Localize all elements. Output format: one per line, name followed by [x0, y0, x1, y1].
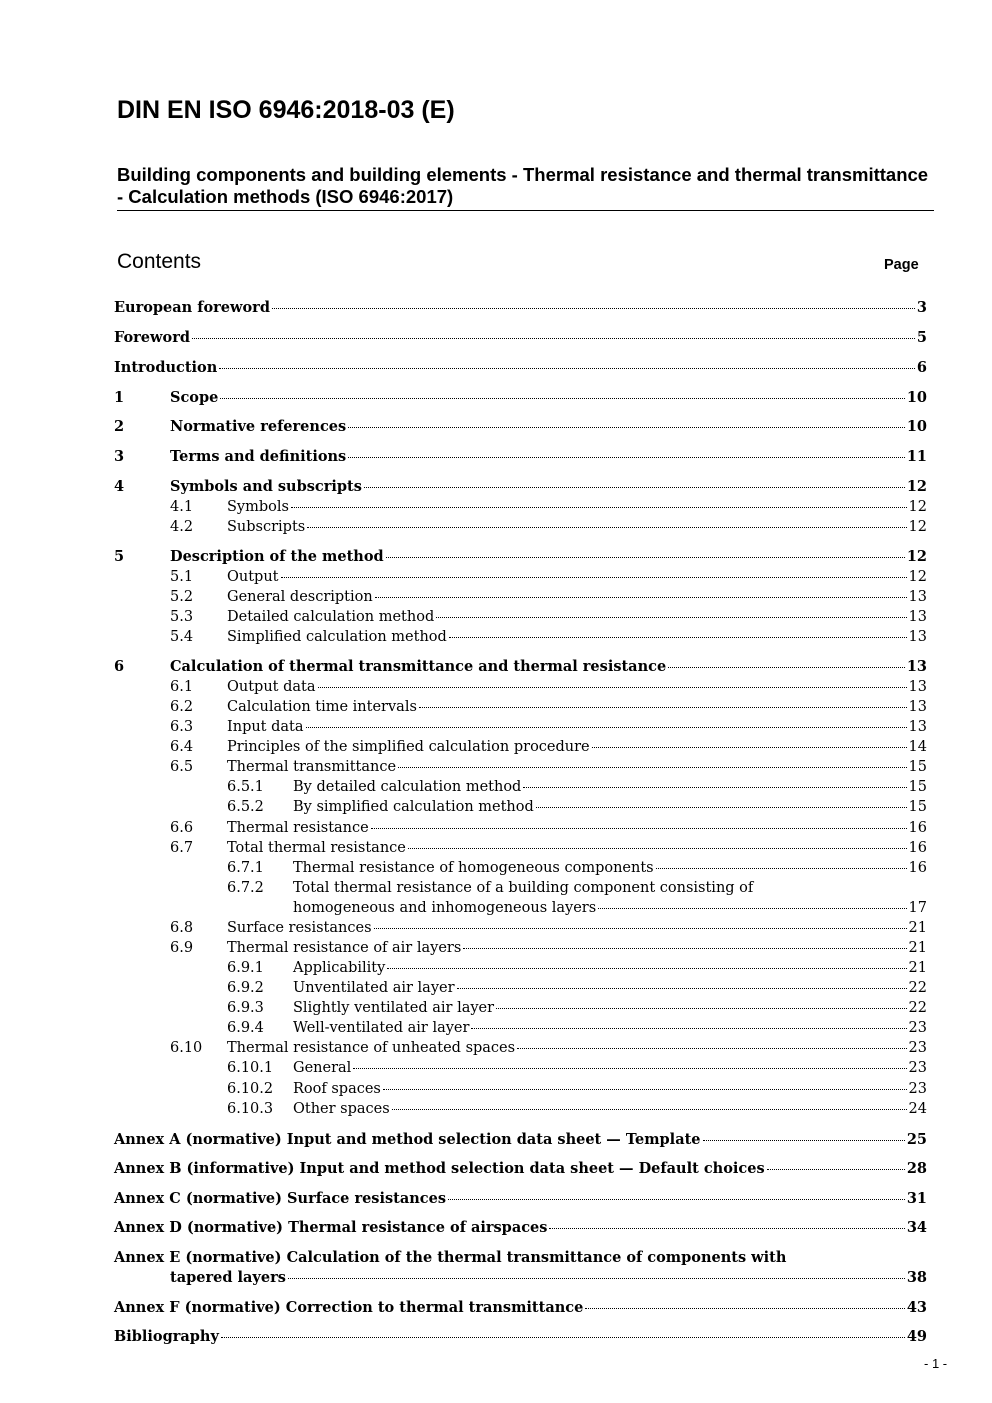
- toc-entry-page: 12: [908, 499, 927, 515]
- toc-entry-title: Total thermal resistance: [227, 840, 406, 856]
- toc-entry-number: 6.7: [170, 840, 194, 856]
- toc-entry-title: Thermal transmittance: [227, 759, 397, 775]
- toc-entry-title: Input data: [227, 719, 304, 735]
- dot-leader: [375, 597, 907, 598]
- toc-entry-title: Total thermal resistance of a building component consisting of: [293, 880, 754, 896]
- toc-entry-page: 10: [906, 389, 927, 406]
- toc-entry[interactable]: [114, 858, 927, 878]
- toc-entry[interactable]: [114, 777, 927, 797]
- dot-leader: [449, 637, 907, 638]
- toc-entry-page: 15: [908, 779, 927, 795]
- toc-entry-page: 28: [906, 1160, 927, 1177]
- toc-entry-number: 6.2: [170, 699, 194, 715]
- toc-entry-title: General description: [227, 589, 373, 605]
- toc-entry-number: 6.5.1: [227, 779, 264, 795]
- toc-entry-number: 6: [114, 658, 125, 675]
- toc-entry-title: Thermal resistance of homogeneous components: [293, 860, 654, 876]
- dot-leader: [307, 527, 906, 528]
- toc-entry-title: Roof spaces: [293, 1081, 381, 1097]
- toc-entry-title: Normative references: [170, 418, 347, 435]
- page-number: - 1 -: [924, 1356, 948, 1371]
- document-subtitle: Building components and building elements - Thermal resistance and thermal transmittance - Calculation methods (ISO 6946:2017): [117, 164, 929, 207]
- toc-entry-title: Subscripts: [227, 519, 306, 535]
- toc-entry-number: 1: [114, 389, 125, 406]
- toc-entry[interactable]: [114, 1058, 927, 1078]
- toc-entry-page: 13: [908, 719, 927, 735]
- toc-entry-page: 23: [908, 1060, 927, 1076]
- dot-leader: [383, 1089, 907, 1090]
- toc-entry-page: 21: [908, 960, 927, 976]
- toc-entry-page: 23: [908, 1040, 927, 1056]
- toc-entry[interactable]: [114, 1248, 927, 1288]
- toc-entry[interactable]: [114, 567, 927, 587]
- toc-entry-number: 2: [114, 418, 125, 435]
- toc-entry-title: Principles of the simplified calculation procedure: [227, 739, 590, 755]
- toc-entry-title: By detailed calculation method: [293, 779, 522, 795]
- dot-leader: [448, 1199, 905, 1200]
- dot-leader: [348, 457, 905, 458]
- dot-leader: [386, 557, 905, 558]
- toc-entry-number: 6.7.2: [227, 880, 264, 896]
- toc-entry-title: Symbols and subscripts: [170, 478, 362, 495]
- toc-entry-title: Symbols: [227, 499, 289, 515]
- toc-entry-page: 23: [908, 1020, 927, 1036]
- toc-entry-page: 22: [908, 1000, 927, 1016]
- toc-entry-page: 16: [908, 840, 927, 856]
- toc-entry[interactable]: [114, 1298, 927, 1318]
- toc-entry-page: 12: [908, 519, 927, 535]
- toc-entry-number: 6.4: [170, 739, 194, 755]
- toc-entry[interactable]: [114, 878, 927, 918]
- toc-entry-title: Foreword: [114, 329, 190, 346]
- toc-entry-page: 31: [906, 1190, 927, 1207]
- toc-entry[interactable]: [114, 1159, 927, 1179]
- toc-entry-title: Calculation of thermal transmittance and thermal resistance: [170, 658, 667, 675]
- toc-entry-page: 38: [906, 1269, 927, 1286]
- toc-entry-title: Annex C (normative) Surface resistances: [114, 1190, 446, 1207]
- toc-entry-title: Unventilated air layer: [293, 980, 455, 996]
- dot-leader: [220, 398, 904, 399]
- toc-entry[interactable]: [114, 1327, 927, 1347]
- dot-leader: [517, 1048, 906, 1049]
- toc-entry-title: Annex D (normative) Thermal resistance of airspaces: [114, 1219, 548, 1236]
- toc-entry-page: 13: [906, 658, 927, 675]
- toc-entry-page: 22: [908, 980, 927, 996]
- dot-leader: [457, 988, 907, 989]
- toc-entry-number: 6.5: [170, 759, 194, 775]
- toc-entry-number: 4: [114, 478, 125, 495]
- toc-entry-number: 6.3: [170, 719, 194, 735]
- dot-leader: [471, 1028, 906, 1029]
- dot-leader: [288, 1278, 905, 1279]
- toc-entry[interactable]: [114, 1189, 927, 1209]
- toc-entry-title: Annex B (informative) Input and method selection data sheet — Default choices: [114, 1160, 765, 1177]
- toc-entry[interactable]: [114, 1218, 927, 1238]
- toc-entry-page: 14: [908, 739, 927, 755]
- toc-entry-page: 13: [908, 589, 927, 605]
- toc-entry-page: 12: [906, 478, 927, 495]
- toc-entry[interactable]: [114, 497, 927, 517]
- toc-entry[interactable]: [114, 797, 927, 817]
- toc-entry-page: 13: [908, 679, 927, 695]
- toc-entry-number: 5.1: [170, 569, 194, 585]
- toc-entry-title: Surface resistances: [227, 920, 372, 936]
- dot-leader: [549, 1228, 904, 1229]
- dot-leader: [592, 747, 907, 748]
- toc-entry[interactable]: [114, 447, 927, 467]
- toc-entry-page: 13: [908, 629, 927, 645]
- toc-entry[interactable]: [114, 1018, 927, 1038]
- toc-entry[interactable]: [114, 587, 927, 607]
- toc-entry-title: Thermal resistance: [227, 820, 369, 836]
- toc-entry-page: 13: [908, 699, 927, 715]
- dot-leader: [318, 687, 907, 688]
- dot-leader: [463, 948, 906, 949]
- toc-entry-title: Other spaces: [293, 1101, 390, 1117]
- toc-entry[interactable]: [114, 918, 927, 938]
- toc-entry[interactable]: [114, 657, 927, 677]
- page-column-label: Page: [884, 257, 919, 273]
- toc-entry-page: 10: [906, 418, 927, 435]
- dot-leader: [272, 308, 915, 309]
- toc-entry-title: Output data: [227, 679, 316, 695]
- toc-entry-number: 6.9.3: [227, 1000, 264, 1016]
- toc-entry-title: Terms and definitions: [170, 448, 347, 465]
- toc-entry-title: Calculation time intervals: [227, 699, 417, 715]
- dot-leader: [703, 1140, 905, 1141]
- dot-leader: [392, 1109, 907, 1110]
- toc-entry-page: 34: [906, 1219, 927, 1236]
- toc-entry-number: 6.10.3: [227, 1101, 274, 1117]
- toc-entry-title: Slightly ventilated air layer: [293, 1000, 495, 1016]
- dot-leader: [408, 848, 907, 849]
- toc-entry-page: 23: [908, 1081, 927, 1097]
- toc-entry[interactable]: [114, 757, 927, 777]
- toc-entry-title: Scope: [170, 389, 219, 406]
- dot-leader: [374, 928, 907, 929]
- toc-entry-number: 4.2: [170, 519, 194, 535]
- toc-entry[interactable]: [114, 1099, 927, 1119]
- dot-leader: [496, 1008, 906, 1009]
- toc-entry[interactable]: [114, 388, 927, 408]
- toc-entry-page: 24: [908, 1101, 927, 1117]
- toc-entry-page: 13: [908, 609, 927, 625]
- toc-entry-page: 5: [916, 329, 927, 346]
- toc-entry[interactable]: [114, 328, 927, 348]
- toc-entry-number: 6.1: [170, 679, 194, 695]
- toc-entry-title: Well-ventilated air layer: [293, 1020, 470, 1036]
- document-title: DIN EN ISO 6946:2018-03 (E): [117, 96, 455, 124]
- toc-entry-title: General: [293, 1060, 352, 1076]
- toc-entry-number: 6.10: [170, 1040, 203, 1056]
- toc-entry-number: 6.8: [170, 920, 194, 936]
- toc-entry-number: 5.2: [170, 589, 194, 605]
- toc-entry[interactable]: [114, 627, 927, 647]
- toc-entry-page: 6: [916, 359, 927, 376]
- toc-entry-page: 12: [906, 548, 927, 565]
- dot-leader: [387, 968, 906, 969]
- toc-entry-number: 3: [114, 448, 125, 465]
- toc-entry-title: Annex F (normative) Correction to thermal transmittance: [114, 1299, 584, 1316]
- dot-leader: [371, 828, 907, 829]
- toc-entry-title-continued: homogeneous and inhomogeneous layers: [293, 900, 597, 916]
- toc-entry-title: Simplified calculation method: [227, 629, 447, 645]
- toc-entry[interactable]: [114, 477, 927, 497]
- table-of-contents: [114, 0, 927, 1403]
- dot-leader: [219, 368, 915, 369]
- toc-entry[interactable]: [114, 1079, 927, 1099]
- dot-leader: [656, 868, 907, 869]
- toc-entry-title: European foreword: [114, 299, 270, 316]
- toc-entry-number: 6.9.4: [227, 1020, 264, 1036]
- toc-entry-title: Output: [227, 569, 279, 585]
- toc-entry-title: Description of the method: [170, 548, 384, 565]
- dot-leader: [668, 667, 905, 668]
- dot-leader: [348, 427, 905, 428]
- toc-entry-title: Thermal resistance of air layers: [227, 940, 462, 956]
- toc-entry-page: 11: [906, 448, 927, 465]
- toc-entry[interactable]: [114, 838, 927, 858]
- toc-entry-title: Thermal resistance of unheated spaces: [227, 1040, 516, 1056]
- toc-entry-number: 5.4: [170, 629, 194, 645]
- dot-leader: [291, 507, 907, 508]
- toc-entry[interactable]: [114, 818, 927, 838]
- toc-entry[interactable]: [114, 737, 927, 757]
- toc-entry-number: 6.9: [170, 940, 194, 956]
- toc-entry[interactable]: [114, 697, 927, 717]
- dot-leader: [536, 807, 907, 808]
- toc-entry-number: 6.9.2: [227, 980, 264, 996]
- toc-entry-page: 3: [916, 299, 927, 316]
- toc-entry-page: 15: [908, 759, 927, 775]
- dot-leader: [398, 767, 906, 768]
- toc-entry-title: Bibliography: [114, 1328, 219, 1345]
- toc-entry-page: 16: [908, 820, 927, 836]
- toc-entry-number: 6.6: [170, 820, 194, 836]
- toc-entry[interactable]: [114, 958, 927, 978]
- toc-entry-title: Annex E (normative) Calculation of the thermal transmittance of components with: [114, 1249, 787, 1266]
- toc-entry[interactable]: [114, 978, 927, 998]
- toc-entry[interactable]: [114, 717, 927, 737]
- toc-entry-number: 6.7.1: [227, 860, 264, 876]
- dot-leader: [419, 707, 907, 708]
- toc-entry[interactable]: [114, 417, 927, 437]
- toc-entry[interactable]: [114, 998, 927, 1018]
- toc-entry-title: Applicability: [293, 960, 386, 976]
- toc-entry-page: 12: [908, 569, 927, 585]
- toc-entry[interactable]: [114, 1130, 927, 1150]
- toc-entry[interactable]: [114, 358, 927, 378]
- dot-leader: [364, 487, 905, 488]
- dot-leader: [192, 338, 915, 339]
- dot-leader: [306, 727, 907, 728]
- toc-entry-number: 6.9.1: [227, 960, 264, 976]
- toc-entry-number: 5: [114, 548, 125, 565]
- toc-entry-page: 21: [908, 940, 927, 956]
- toc-entry-title: Annex A (normative) Input and method selection data sheet — Template: [114, 1131, 701, 1148]
- toc-entry-page: 21: [908, 920, 927, 936]
- toc-entry[interactable]: [114, 607, 927, 627]
- contents-heading: Contents: [117, 250, 202, 273]
- toc-entry[interactable]: [114, 298, 927, 318]
- toc-entry[interactable]: [114, 517, 927, 537]
- dot-leader: [767, 1169, 905, 1170]
- dot-leader: [436, 617, 906, 618]
- dot-leader: [281, 577, 907, 578]
- dot-leader: [353, 1068, 906, 1069]
- toc-entry-page: 49: [906, 1328, 927, 1345]
- toc-entry-number: 4.1: [170, 499, 194, 515]
- toc-entry-page: 25: [906, 1131, 927, 1148]
- toc-entry-number: 6.10.2: [227, 1081, 274, 1097]
- toc-entry-page: 15: [908, 799, 927, 815]
- toc-entry-page: 17: [908, 900, 927, 916]
- toc-entry-title-continued: tapered layers: [170, 1269, 286, 1286]
- toc-entry-title: Detailed calculation method: [227, 609, 435, 625]
- dot-leader: [585, 1308, 904, 1309]
- toc-entry-number: 6.5.2: [227, 799, 264, 815]
- toc-entry-page: 16: [908, 860, 927, 876]
- toc-entry[interactable]: [114, 938, 927, 958]
- toc-entry[interactable]: [114, 677, 927, 697]
- dot-leader: [598, 908, 906, 909]
- toc-entry[interactable]: [114, 1038, 927, 1058]
- toc-entry[interactable]: [114, 547, 927, 567]
- toc-entry-number: 5.3: [170, 609, 194, 625]
- toc-entry-number: 6.10.1: [227, 1060, 274, 1076]
- dot-leader: [523, 787, 906, 788]
- toc-entry-title: Introduction: [114, 359, 218, 376]
- toc-entry-page: 43: [906, 1299, 927, 1316]
- toc-entry-title: By simplified calculation method: [293, 799, 534, 815]
- dot-leader: [221, 1337, 905, 1338]
